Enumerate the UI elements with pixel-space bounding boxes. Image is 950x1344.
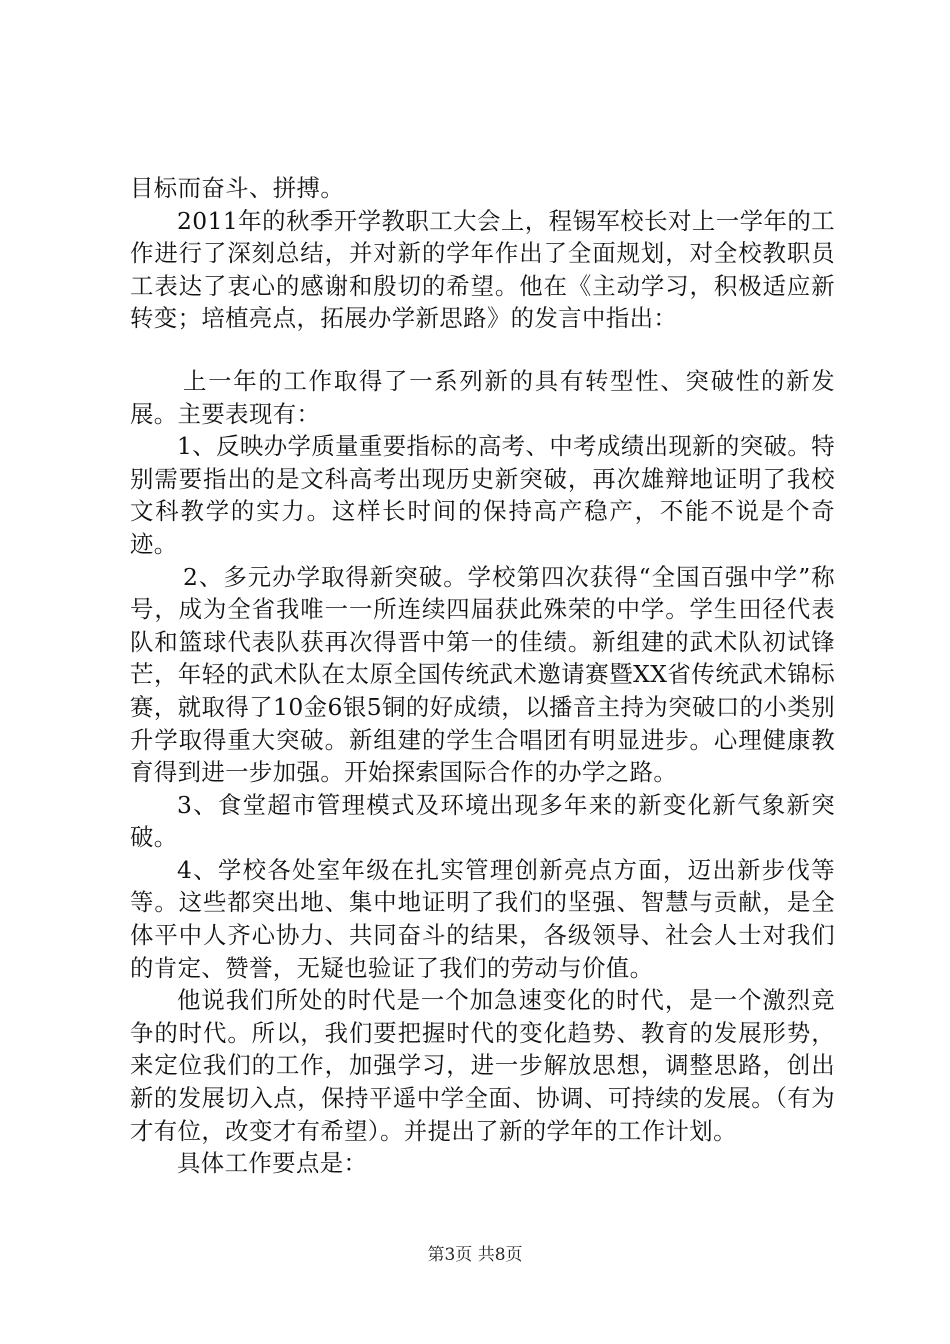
paragraph-continuation: 目标而奋斗、拼搏。 [130,174,345,202]
paragraph-item-1: 1、反映办学质量重要指标的高考、中考成绩出现新的突破。特别需要指出的是文科高考出现历史新突破，再次雄辩地证明了我校文科教学的实力。这样长时间的保持高产稳产，不能不说是个奇迹。 [130,432,835,558]
paragraph-meeting-summary: 2011年的秋季开学教职工大会上，程锡军校长对上一学年的工作进行了深刻总结，并对新的学年作出了全面规划，对全校教职员工表达了衷心的感谢和殷切的希望。他在《主动学习，积极适应新转变；培植亮点，拓展办学新思路》的发言中指出： [130,206,835,333]
paragraph-item-2: 2、多元办学取得新突破。学校第四次获得“全国百强中学”称号，成为全省我唯一一所连续四届获此殊荣的中学。学生田径代表队和篮球代表队获再次得晋中第一的佳绩。新组建的武术队初试锋芒，年轻的武术队在太原全国传统武术邀请赛暨XX省传统武术锦标赛，就取得了10金6银5铜的好成绩，以播音主持为突破口的小类别升学取得重大突破。新组建的学生合唱团有明显进步。心理健康教育得到进一步加强。开始探索国际合作的办学之路。 [130,562,835,787]
document-body [130,172,835,1180]
paragraph-era-statement: 他说我们所处的时代是一个加急速变化的时代，是一个激烈竞争的时代。所以，我们要把握时代的变化趋势、教育的发展形势，来定位我们的工作，加强学习，进一步解放思想，调整思路，创出新的发展切入点，保持平遥中学全面、协调、可持续的发展。（有为才有位，改变才有希望）。并提出了新的学年的工作计划。 [130,986,835,1145]
paragraph-work-points-heading: 具体工作要点是： [177,1149,368,1178]
paragraph-item-3: 3、食堂超市管理模式及环境出现多年来的新变化新气象新突破。 [130,790,835,852]
paragraph-item-4: 4、学校各处室年级在扎实管理创新亮点方面，迈出新步伐等等。这些都突出地、集中地证明了我们的坚强、智慧与贡献，是全体平中人齐心协力、共同奋斗的结果，各级领导、社会人士对我们的肯定、赞誉，无疑也验证了我们的劳动与价值。 [130,855,835,982]
page-number-footer: 第3页 共8页 [427,1245,523,1265]
paragraph-achievements-intro: 上一年的工作取得了一系列新的具有转型性、突破性的新发展。主要表现有： [130,366,835,428]
